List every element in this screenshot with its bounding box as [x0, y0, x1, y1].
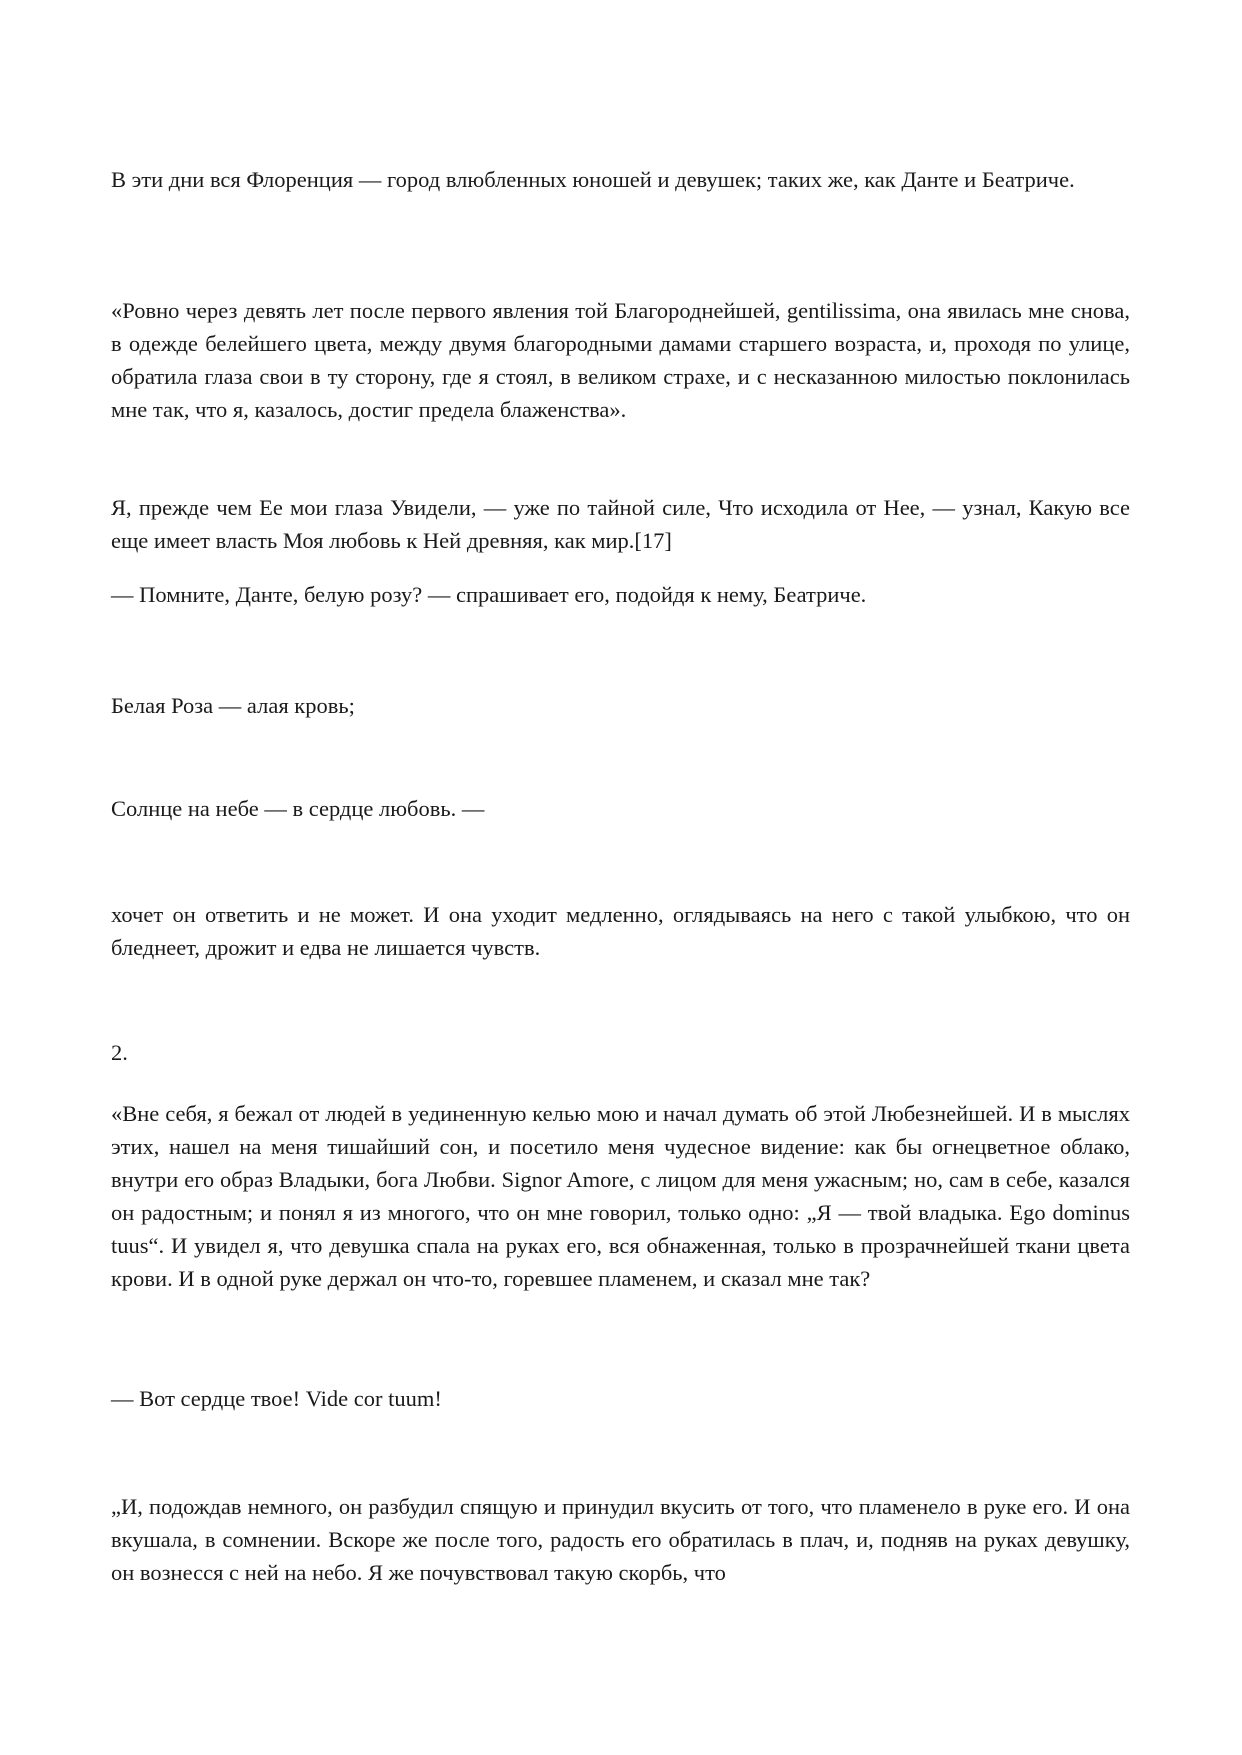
section-number: 2. [111, 1040, 128, 1065]
paragraph-sun-line: Солнце на небе — в сердце любовь. — [111, 796, 485, 821]
paragraph-vision: «Вне себя, я бежал от людей в уединенную келью мою и начал думать об этой Любезнейшей. И в мыслях этих, нашел на меня тишайший сон, и посетило меня чудесное видение: как бы огнецветное облако, внутри его образ Владыки, бога Любви. Signor Amore, с лицом для меня ужасным; но, сам в себе, казался он радостным; и понял я из многого, что он мне говорил, только одно: „Я — твой владыка. Ego dominus tuus“. И увидел я, что девушка спала на руках его, вся обнаженная, только в прозрачнейшей ткани цвета крови. И в одной руке держал он что-то, горевшее пламенем, и сказал мне так? [111, 1101, 1130, 1291]
paragraph-cannot-answer: хочет он ответить и не может. И она уходит медленно, оглядываясь на него с такой улыбкою, что он бледнеет, дрожит и едва не лишается чувств. [111, 902, 1130, 960]
paragraph-first-quote: «Ровно через девять лет после первого явления той Благороднейшей, gentilissima, она явилась мне снова, в одежде белейшего цвета, между двумя благородными дамами старшего возраста, и, проходя по улице, обратила глаза свои в ту сторону, где я стоял, в великом страхе, и с несказанною милостью поклонилась мне так, что я, казалось, достиг предела блаженства». [111, 298, 1130, 422]
paragraph-white-rose-line: Белая Роза — алая кровь; [111, 693, 355, 718]
paragraph-awakening: „И, подождав немного, он разбудил спящую и принудил вкусить от того, что пламенело в руке его. И она вкушала, в сомнении. Вскоре же после того, радость его обратилась в плач, и, подняв на руках девушку, он вознесся с ней на небо. Я же почувствовал такую скорбь, что [111, 1494, 1130, 1585]
paragraph-florence: В эти дни вся Флоренция — город влюбленных юношей и девушек; таких же, как Данте и Беатриче. [111, 167, 1075, 192]
paragraph-white-rose-question: — Помните, Данте, белую розу? — спрашивает его, подойдя к нему, Беатриче. [111, 582, 867, 607]
paragraph-vide-cor-tuum: — Вот сердце твое! Vide cor tuum! [111, 1386, 442, 1411]
paragraph-verse: Я, прежде чем Ее мои глаза Увидели, — уже по тайной силе, Что исходила от Нее, — узнал, Какую все еще имеет власть Моя любовь к Ней древняя, как мир.[17] [111, 495, 1130, 553]
